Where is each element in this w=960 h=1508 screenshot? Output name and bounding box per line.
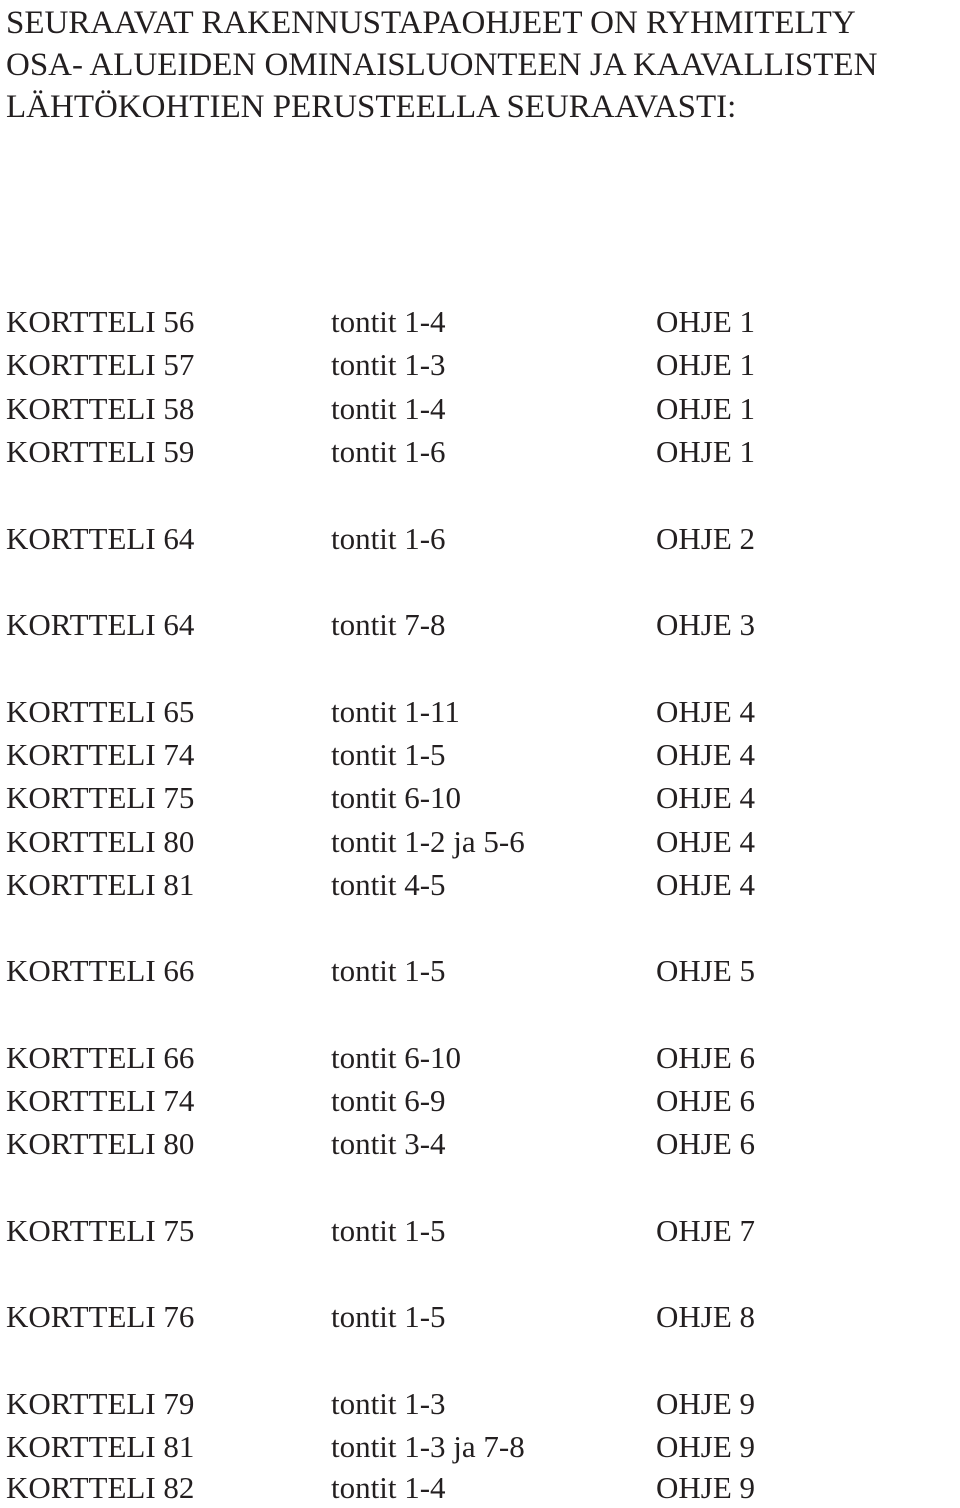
plots-cell: tontit 1-11 — [331, 694, 460, 729]
block-cell: KORTTELI 74 — [6, 1083, 195, 1118]
guide-cell: OHJE 1 — [656, 391, 756, 426]
block-cell: KORTTELI 81 — [6, 1429, 195, 1464]
block-cell: KORTTELI 75 — [6, 1213, 195, 1248]
plots-cell: tontit 1-5 — [331, 737, 446, 772]
block-cell: KORTTELI 57 — [6, 347, 195, 382]
heading-line: SEURAAVAT RAKENNUSTAPAOHJEET ON RYHMITELTY — [6, 5, 856, 41]
table-row — [6, 1038, 946, 1078]
guide-cell: OHJE 1 — [656, 304, 756, 339]
plots-cell: tontit 4-5 — [331, 867, 446, 902]
table-row — [6, 1211, 946, 1251]
block-cell: KORTTELI 56 — [6, 304, 195, 339]
block-cell: KORTTELI 79 — [6, 1386, 195, 1421]
guide-cell: OHJE 7 — [656, 1213, 756, 1248]
guide-cell: OHJE 6 — [656, 1083, 756, 1118]
block-cell: KORTTELI 66 — [6, 1040, 195, 1075]
guide-cell: OHJE 9 — [656, 1386, 756, 1421]
table-row — [6, 302, 946, 342]
block-cell: KORTTELI 81 — [6, 867, 195, 902]
table-row — [6, 951, 946, 991]
heading-line: LÄHTÖKOHTIEN PERUSTEELLA SEURAAVASTI: — [6, 89, 737, 125]
block-cell: KORTTELI 64 — [6, 607, 195, 642]
plots-cell: tontit 1-4 — [331, 391, 446, 426]
table-row — [6, 1124, 946, 1164]
guide-cell: OHJE 4 — [656, 694, 756, 729]
guide-cell: OHJE 9 — [656, 1470, 756, 1505]
guide-cell: OHJE 8 — [656, 1299, 756, 1334]
plots-cell: tontit 1-3 — [331, 347, 446, 382]
guide-cell: OHJE 4 — [656, 737, 756, 772]
plots-cell: tontit 1-2 ja 5-6 — [331, 824, 525, 859]
block-cell: KORTTELI 80 — [6, 824, 195, 859]
table-row — [6, 519, 946, 559]
block-cell: KORTTELI 66 — [6, 953, 195, 988]
plots-cell: tontit 1-4 — [331, 1470, 446, 1505]
heading-line: OSA- ALUEIDEN OMINAISLUONTEEN JA KAAVALLISTEN — [6, 47, 878, 83]
block-cell: KORTTELI 75 — [6, 780, 195, 815]
table-row — [6, 1427, 946, 1467]
guide-cell: OHJE 6 — [656, 1040, 756, 1075]
plots-cell: tontit 1-3 ja 7-8 — [331, 1429, 525, 1464]
block-cell: KORTTELI 80 — [6, 1126, 195, 1161]
guide-cell: OHJE 5 — [656, 953, 756, 988]
table-row — [6, 1384, 946, 1424]
plots-cell: tontit 1-6 — [331, 521, 446, 556]
block-cell: KORTTELI 64 — [6, 521, 195, 556]
page-heading — [6, 2, 956, 128]
block-cell: KORTTELI 59 — [6, 434, 195, 469]
block-cell: KORTTELI 82 — [6, 1470, 195, 1505]
plots-cell: tontit 1-4 — [331, 304, 446, 339]
guide-cell: OHJE 4 — [656, 824, 756, 859]
table-row — [6, 345, 946, 385]
table-row — [6, 778, 946, 818]
guide-cell: OHJE 6 — [656, 1126, 756, 1161]
table-row — [6, 865, 946, 905]
guide-cell: OHJE 4 — [656, 780, 756, 815]
table-row — [6, 735, 946, 775]
guide-cell: OHJE 9 — [656, 1429, 756, 1464]
table-row — [6, 1081, 946, 1121]
plots-cell: tontit 6-9 — [331, 1083, 446, 1118]
table-row — [6, 822, 946, 862]
plots-cell: tontit 6-10 — [331, 780, 462, 815]
table-row — [6, 605, 946, 645]
plots-cell: tontit 6-10 — [331, 1040, 462, 1075]
plots-cell: tontit 3-4 — [331, 1126, 446, 1161]
block-cell: KORTTELI 58 — [6, 391, 195, 426]
table-row — [6, 389, 946, 429]
plots-cell: tontit 1-5 — [331, 953, 446, 988]
block-cell: KORTTELI 74 — [6, 737, 195, 772]
guide-cell: OHJE 1 — [656, 347, 756, 382]
block-cell: KORTTELI 65 — [6, 694, 195, 729]
guide-cell: OHJE 2 — [656, 521, 756, 556]
plots-cell: tontit 1-3 — [331, 1386, 446, 1421]
plots-cell: tontit 7-8 — [331, 607, 446, 642]
guide-cell: OHJE 4 — [656, 867, 756, 902]
plots-cell: tontit 1-6 — [331, 434, 446, 469]
table-row — [6, 1468, 946, 1508]
block-cell: KORTTELI 76 — [6, 1299, 195, 1334]
plots-cell: tontit 1-5 — [331, 1213, 446, 1248]
table-row — [6, 432, 946, 472]
table-row — [6, 1297, 946, 1337]
plots-cell: tontit 1-5 — [331, 1299, 446, 1334]
table-row — [6, 692, 946, 732]
guide-cell: OHJE 3 — [656, 607, 756, 642]
guide-cell: OHJE 1 — [656, 434, 756, 469]
